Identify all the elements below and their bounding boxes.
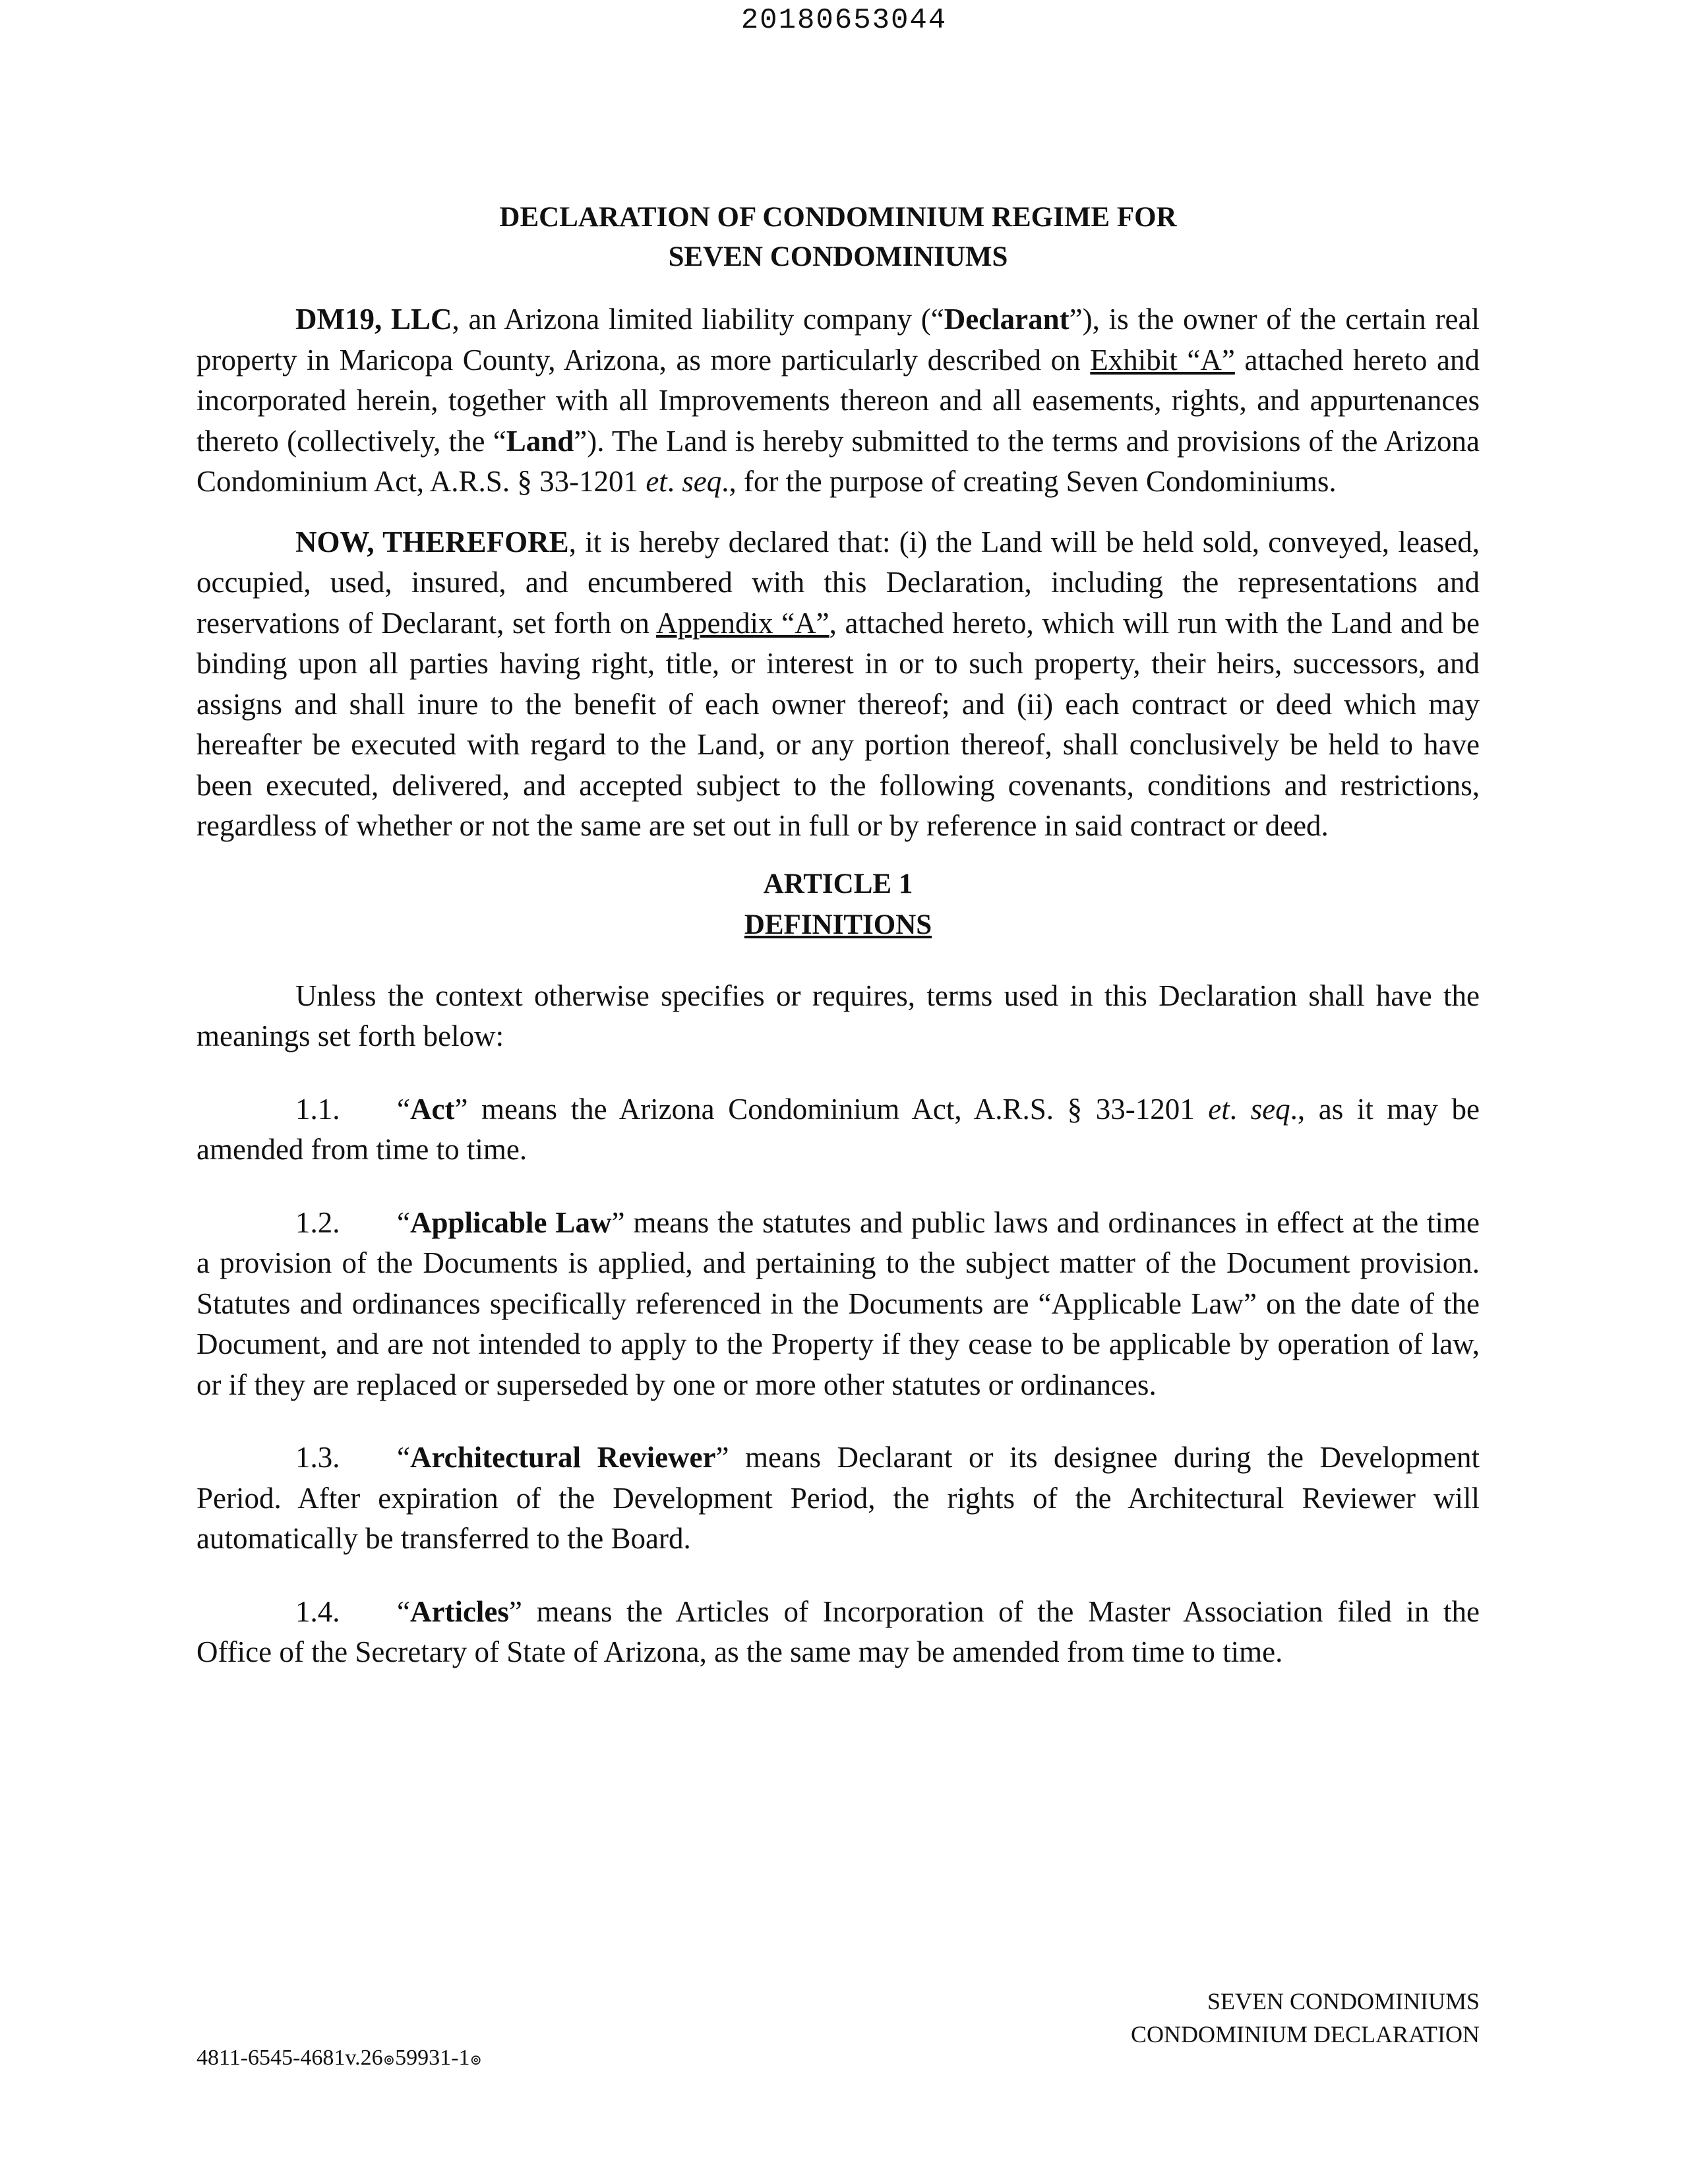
document-page: [196, 198, 1480, 1673]
definition-1-2: [196, 1203, 1480, 1406]
exhibit-a-link[interactable]: Exhibit “A”: [1090, 343, 1235, 377]
article-name: DEFINITIONS: [744, 909, 932, 940]
intro-text-4: ”). The Land is hereby submitted to the terms and provisions of the Arizona Condominium Act, A.R.S. § 33-1201: [196, 424, 1480, 498]
seq-italic: seq: [1250, 1092, 1290, 1126]
footer-line-2: CONDOMINIUM DECLARATION: [1131, 2021, 1480, 2048]
land-term: Land: [506, 424, 574, 458]
definition-number: 1.4.: [295, 1594, 340, 1628]
definition-text: means Declarant or its designee during the Development Period. After expiration of the Development Period, the rights of the Architectural Reviewer will automatically be transferred to the Board.: [196, 1441, 1480, 1555]
definition-1-3: [196, 1438, 1480, 1560]
definition-number: 1.1.: [295, 1092, 340, 1126]
declarant-term: Declarant: [944, 303, 1070, 336]
quote-open: “: [397, 1441, 410, 1474]
circle-dot-icon: ⊚: [469, 2051, 482, 2068]
footer-document-id: [196, 2046, 482, 2071]
intro-dot: .: [667, 465, 682, 498]
quote-open: “: [397, 1594, 410, 1628]
doc-id-part-2: 59931-1: [395, 2046, 470, 2070]
definition-text: means the Articles of Incorporation of the Master Association filed in the Office of the Secretary of State of Arizona, as the same may be amended from time to time.: [196, 1594, 1480, 1668]
quote-open: “: [397, 1205, 410, 1239]
now-therefore-paragraph: [196, 522, 1480, 847]
et-italic: et: [646, 465, 667, 498]
definition-number: 1.3.: [295, 1441, 340, 1474]
now-therefore-text-2: , attached hereto, which will run with the Land and be binding upon all parties having right, title, or interest in or to such property, their heirs, successors, and assigns and shall inure to the benefit of each owner thereof; and (ii) each contract or deed which may hereafter be executed with regard to the Land, or any portion thereof, shall conclusively be held to have been executed, delivered, and accepted subject to the following covenants, conditions and restrictions, regardless of whether or not the same are set out in full or by reference in said contract or deed.: [196, 606, 1480, 842]
quote-close: ”: [715, 1441, 729, 1474]
title-line-2: SEVEN CONDOMINIUMS: [668, 241, 1008, 272]
definition-term: Architectural Reviewer: [409, 1441, 716, 1474]
intro-text-1: , an Arizona limited liability company (“: [452, 303, 944, 336]
definition-dot: .: [1229, 1092, 1251, 1126]
intro-paragraph: [196, 299, 1480, 502]
intro-text-2: ”), is the owner of the certain real property in Maricopa County, Arizona, as more particularly described on: [196, 303, 1480, 377]
seq-italic: seq: [682, 465, 722, 498]
now-therefore-lead: NOW, THEREFORE: [295, 525, 569, 559]
quote-close: ”: [611, 1205, 625, 1239]
quote-close: ”: [454, 1092, 468, 1126]
definition-text-2: ., as it may be amended from time to time.: [196, 1092, 1480, 1166]
definitions-intro: Unless the context otherwise specifies or requires, terms used in this Declaration shall have the meanings set forth below:: [196, 979, 1480, 1052]
definition-number: 1.2.: [295, 1205, 340, 1239]
article-number: ARTICLE 1: [763, 868, 913, 899]
now-therefore-text-1: , it is hereby declared that: (i) the Land will be held sold, conveyed, leased, occupied, used, insured, and encumbered with this Declaration, including the representations and reservations of Declarant, set forth on: [196, 525, 1480, 640]
article-heading: [196, 864, 1480, 946]
intro-text-5: ., for the purpose of creating Seven Condominiums.: [721, 465, 1337, 498]
title-line-1: DECLARATION OF CONDOMINIUM REGIME FOR: [499, 202, 1177, 233]
definition-term: Articles: [409, 1594, 509, 1628]
definition-term: Applicable Law: [409, 1205, 612, 1239]
definition-1-1: [196, 1089, 1480, 1170]
appendix-a-link[interactable]: Appendix “A”: [656, 606, 829, 640]
recording-number: 20180653044: [740, 4, 948, 37]
quote-close: ”: [508, 1594, 522, 1628]
definition-text: means the statutes and public laws and ordinances in effect at the time a provision of the Documents is applied, and pertaining to the subject matter of the Document provision. Statutes and ordinances specifically referenced in the Documents are “Applicable Law” on the date of the Document, and are not intended to apply to the Property if they cease to be applicable by operation of law, or if they are replaced or superseded by one or more other statutes or ordinances.: [196, 1205, 1480, 1401]
circle-dot-icon: ⊚: [382, 2051, 396, 2068]
footer-line-1: SEVEN CONDOMINIUMS: [1207, 1988, 1480, 2015]
et-italic: et: [1208, 1092, 1230, 1126]
definition-1-4: [196, 1592, 1480, 1673]
doc-id-part-1: 4811-6545-4681v.26: [196, 2046, 383, 2070]
footer-document-title: [963, 1985, 1480, 2051]
document-title: [196, 198, 1480, 277]
quote-open: “: [397, 1092, 410, 1126]
declarant-name: DM19, LLC: [295, 303, 452, 336]
intro-text-3: attached hereto and incorporated herein, together with all Improvements thereon and all easements, rights, and appurtenances thereto (collectively, the “: [196, 343, 1480, 458]
definition-term: Act: [409, 1092, 455, 1126]
definition-text: means the Arizona Condominium Act, A.R.S. § 33-1201: [467, 1092, 1209, 1126]
